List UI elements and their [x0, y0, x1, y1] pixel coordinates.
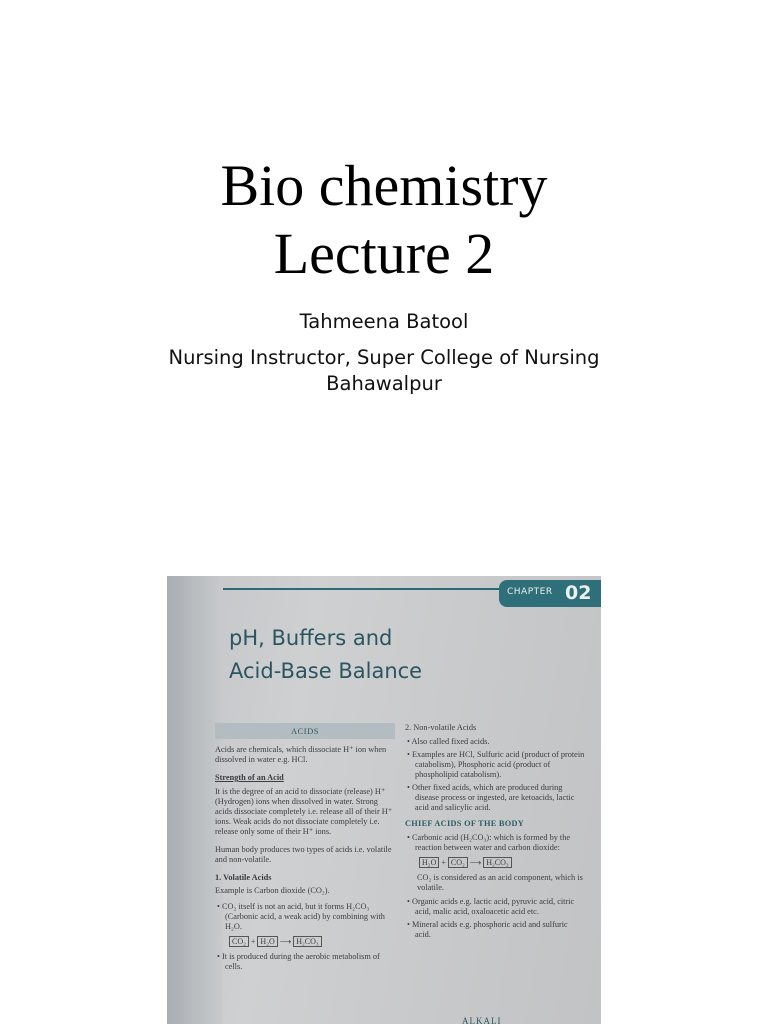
eq-plus: + — [441, 858, 446, 867]
header-rule — [223, 588, 513, 590]
strength-text: It is the degree of an acid to dissociate (release) H⁺ (Hydrogen) ions when dissolved in water. Strong acids dissociate completely i.e. release all of their H⁺ ions. Weak acids do not dissociate completely i.e. release only some of their H⁺ ions. — [215, 787, 393, 836]
slide-title — [0, 152, 768, 288]
equation-left — [229, 937, 395, 947]
nonvolatile-heading: 2. Non-volatile Acids — [405, 723, 477, 732]
equation-right — [419, 858, 585, 868]
chapter-title — [229, 622, 422, 688]
chief-acids-heading: CHIEF ACIDS OF THE BODY — [405, 819, 525, 828]
eq-arrow: ⟶ — [279, 937, 292, 946]
chapter-title-line-1: pH, Buffers and — [229, 626, 393, 650]
co2-note: CO₂ is considered as an acid component, which is volatile. — [417, 873, 583, 892]
eq-term: H₂CO₃ — [293, 936, 321, 947]
bullet-mineral: • Mineral acids e.g. phosphoric acid and sulfuric acid. — [415, 920, 585, 940]
affiliation-line-1: Nursing Instructor, Super College of Nursing — [168, 346, 600, 369]
volatile-bullet: • CO₂ itself is not an acid, but it forms H₂CO₃ (Carbonic acid, a weak acid) by combining with H₂O. — [225, 902, 395, 932]
aerobic-bullet: • It is produced during the aerobic metabolism of cells. — [225, 952, 395, 972]
left-column — [215, 723, 395, 975]
alkali-heading: ALKALI — [462, 1016, 502, 1024]
bullet-fixed: • Also called fixed acids. — [415, 737, 585, 747]
eq-term: CO₂ — [229, 936, 249, 947]
chapter-tab — [499, 580, 601, 607]
right-column — [405, 723, 585, 943]
bullet-examples: • Examples are HCl, Sulfuric acid (product of protein catabolism), Phosphoric acid (product of phospholipid catabolism). — [415, 750, 585, 780]
chapter-word: CHAPTER — [507, 587, 553, 597]
acids-intro: Acids are chemicals, which dissociate H⁺ ion when dissolved in water e.g. HCl. — [215, 745, 387, 764]
author-name: Tahmeena Batool — [299, 310, 469, 333]
chapter-number: 02 — [565, 582, 592, 604]
volatile-example: Example is Carbon dioxide (CO₂). — [215, 886, 330, 895]
eq-plus: + — [250, 937, 256, 946]
bullet-other: • Other fixed acids, which are produced during disease process or ingested, are ketoacids, lactic acid and salicylic acid. — [415, 783, 585, 813]
book-page-photo — [167, 576, 601, 1024]
title-line-1: Bio chemistry — [220, 153, 548, 218]
eq-term: H₂O — [419, 857, 439, 868]
types-text: Human body produces two types of acids i.e. volatile and non-volatile. — [215, 845, 392, 864]
eq-term: H₂O — [257, 936, 277, 947]
title-line-2: Lecture 2 — [273, 221, 495, 286]
volatile-heading: 1. Volatile Acids — [215, 873, 272, 882]
acids-band: ACIDS — [215, 723, 395, 739]
eq-arrow: ⟶ — [469, 858, 482, 867]
eq-term: H₂CO₃ — [483, 857, 511, 868]
bullet-carbonic: • Carbonic acid (H₂CO₃): which is formed by the reaction between water and carbon dioxide: — [415, 833, 585, 853]
bullet-organic: • Organic acids e.g. lactic acid, pyruvic acid, citric acid, malic acid, oxaloacetic acid etc. — [415, 897, 585, 917]
chapter-title-line-2: Acid-Base Balance — [229, 659, 423, 683]
affiliation — [0, 345, 768, 397]
strength-heading: Strength of an Acid — [215, 773, 284, 782]
affiliation-line-2: Bahawalpur — [326, 372, 442, 395]
eq-term: CO₂ — [448, 857, 468, 868]
